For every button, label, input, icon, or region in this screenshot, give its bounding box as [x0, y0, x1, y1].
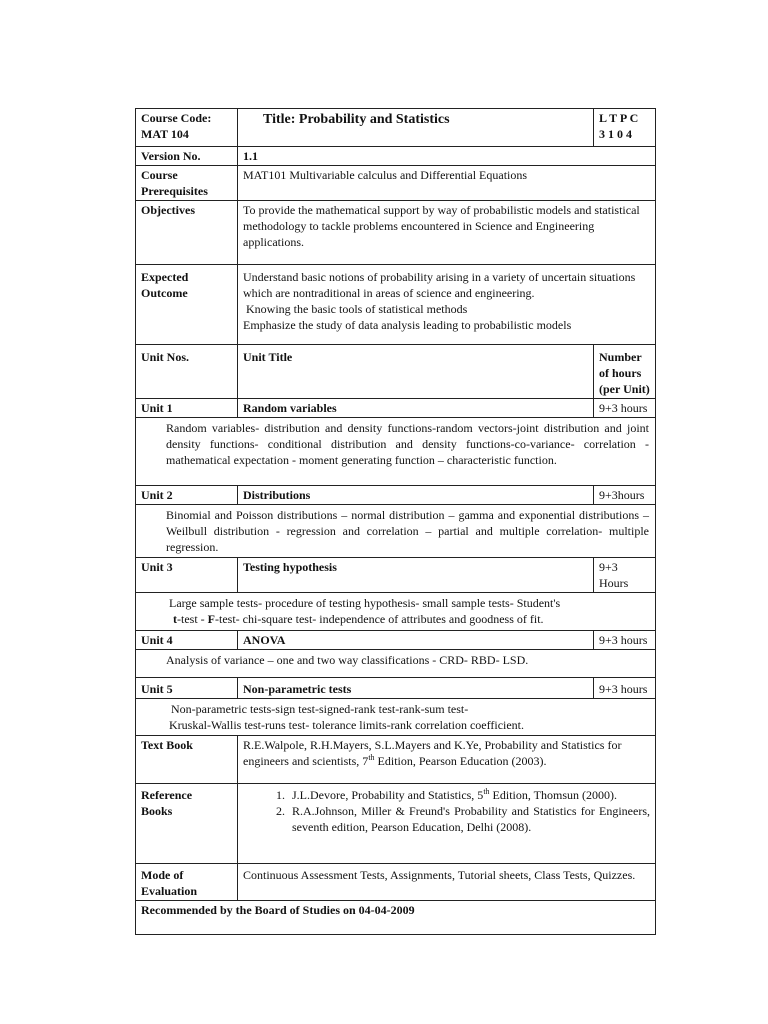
reference-label-line-2: Books: [141, 804, 173, 818]
version-row: [136, 147, 656, 166]
textbook-superscript: th: [368, 753, 375, 762]
textbook-value: [238, 736, 656, 784]
reference-list: [243, 787, 650, 835]
unit-row: [136, 558, 656, 593]
unit-row: [136, 399, 656, 418]
unit-number: Unit 3: [136, 558, 238, 593]
unit-nos-header: Unit Nos.: [136, 345, 238, 399]
unit-description: Analysis of variance – one and two way classifications - CRD- RBD- LSD.: [136, 650, 656, 678]
board-recommendation: Recommended by the Board of Studies on 04-04-2009: [136, 901, 656, 935]
textbook-text: R.E.Walpole, R.H.Mayers, S.L.Mayers and K.Ye, Probability and Statistics for engineers and scientists, 7: [243, 738, 622, 768]
hours-header: Number of hours (per Unit): [594, 345, 656, 399]
reference-row: [136, 784, 656, 864]
reference-text: R.A.Johnson, Miller & Freund's Probability and Statistics for Engineers, seventh edition, Pearson Education, Delhi (2008).: [292, 804, 650, 834]
unit-title: Distributions: [238, 486, 594, 505]
unit-title-header: Unit Title: [238, 345, 594, 399]
unit-number: Unit 4: [136, 631, 238, 650]
unit-title: Random variables: [238, 399, 594, 418]
unit-description-rest: -test- chi-square test- independence of attributes and goodness of fit.: [215, 612, 544, 626]
t-test-letter: t: [173, 612, 177, 626]
reference-superscript: th: [483, 787, 490, 796]
outcome-label-line-2: Outcome: [141, 286, 188, 300]
unit-hours: 9+3 hours: [594, 631, 656, 650]
prerequisites-row: [136, 166, 656, 201]
unit-number: Unit 5: [136, 678, 238, 699]
reference-label-line-1: Reference: [141, 788, 193, 802]
outcome-value: [238, 265, 656, 345]
objectives-row: [136, 201, 656, 265]
ltpc-value: 3 1 0 4: [599, 127, 632, 141]
ltpc-label: L T P C: [599, 111, 639, 125]
unit-description-row: [136, 650, 656, 678]
evaluation-row: [136, 864, 656, 901]
unit-row: [136, 486, 656, 505]
textbook-text-end: Edition, Pearson Education (2003).: [374, 754, 547, 768]
test-separator: -test -: [177, 612, 208, 626]
reference-item: [288, 803, 650, 835]
unit-title: ANOVA: [238, 631, 594, 650]
unit-hours: 9+3hours: [594, 486, 656, 505]
reference-item: [288, 787, 650, 803]
syllabus-document: [135, 108, 655, 935]
textbook-row: [136, 736, 656, 784]
prerequisites-label-line-2: Prerequisites: [141, 184, 208, 198]
unit-description-row: [136, 593, 656, 631]
ltpc-cell: [594, 109, 656, 147]
course-title: Title: Probability and Statistics: [238, 109, 594, 147]
evaluation-label: [136, 864, 238, 901]
objectives-label: Objectives: [136, 201, 238, 265]
reference-label: [136, 784, 238, 864]
course-code-cell: [136, 109, 238, 147]
unit-hours: 9+3 Hours: [594, 558, 656, 593]
unit-description-line-1: Large sample tests- procedure of testing hypothesis- small sample tests- Student's: [169, 596, 561, 610]
prerequisites-value: MAT101 Multivariable calculus and Differential Equations: [238, 166, 656, 201]
unit-description: Random variables- distribution and density functions-random vectors-joint distribution and joint density functions- conditional distribution and density functions-co-variance- correlation - mathematical expectation - moment generating function – characteristic function.: [136, 418, 656, 486]
header-row: [136, 109, 656, 147]
unit-title: Testing hypothesis: [238, 558, 594, 593]
reference-list-cell: [238, 784, 656, 864]
unit-hours: 9+3 hours: [594, 678, 656, 699]
unit-description: [136, 593, 656, 631]
unit-description-row: [136, 505, 656, 558]
unit-description-line-2: Kruskal-Wallis test-runs test- tolerance limits-rank correlation coefficient.: [169, 718, 525, 732]
prerequisites-label: [136, 166, 238, 201]
units-header-row: [136, 345, 656, 399]
unit-description: [136, 699, 656, 736]
outcome-row: [136, 265, 656, 345]
version-label: Version No.: [136, 147, 238, 166]
version-value: 1.1: [238, 147, 656, 166]
course-code-label: Course Code:: [141, 111, 212, 125]
textbook-label: Text Book: [136, 736, 238, 784]
objectives-value: To provide the mathematical support by way of probabilistic models and statistical methodology to tackle problems encountered in Science and Engineering applications.: [238, 201, 656, 265]
outcome-line-2: Knowing the basic tools of statistical methods: [243, 302, 468, 316]
unit-row: [136, 631, 656, 650]
course-code: MAT 104: [141, 127, 189, 141]
outcome-line-1: Understand basic notions of probability arising in a variety of uncertain situations which are nontraditional in areas of science and engineering.: [243, 270, 636, 300]
unit-description: Binomial and Poisson distributions – normal distribution – gamma and exponential distributions – Weilbull distribution - regression and correlation – partial and multiple correlation- multiple regression.: [136, 505, 656, 558]
unit-number: Unit 1: [136, 399, 238, 418]
evaluation-value: Continuous Assessment Tests, Assignments, Tutorial sheets, Class Tests, Quizzes.: [238, 864, 656, 901]
unit-description-line-2: [169, 611, 649, 627]
unit-title: Non-parametric tests: [238, 678, 594, 699]
outcome-line-3: Emphasize the study of data analysis leading to probabilistic models: [243, 318, 572, 332]
footer-row: [136, 901, 656, 935]
unit-description-line-1: Non-parametric tests-sign test-signed-rank test-rank-sum test-: [171, 702, 469, 716]
unit-description-row: [136, 699, 656, 736]
unit-description-row: [136, 418, 656, 486]
reference-text-end: Edition, Thomsun (2000).: [489, 788, 617, 802]
outcome-label-line-1: Expected: [141, 270, 189, 284]
syllabus-table: [135, 108, 656, 935]
prerequisites-label-line-1: Course: [141, 168, 178, 182]
f-test-letter: F: [207, 612, 215, 626]
unit-hours: 9+3 hours: [594, 399, 656, 418]
outcome-label: [136, 265, 238, 345]
evaluation-label-line-2: Evaluation: [141, 884, 198, 898]
reference-text: J.L.Devore, Probability and Statistics, 5: [292, 788, 484, 802]
unit-number: Unit 2: [136, 486, 238, 505]
unit-row: [136, 678, 656, 699]
evaluation-label-line-1: Mode of: [141, 868, 184, 882]
